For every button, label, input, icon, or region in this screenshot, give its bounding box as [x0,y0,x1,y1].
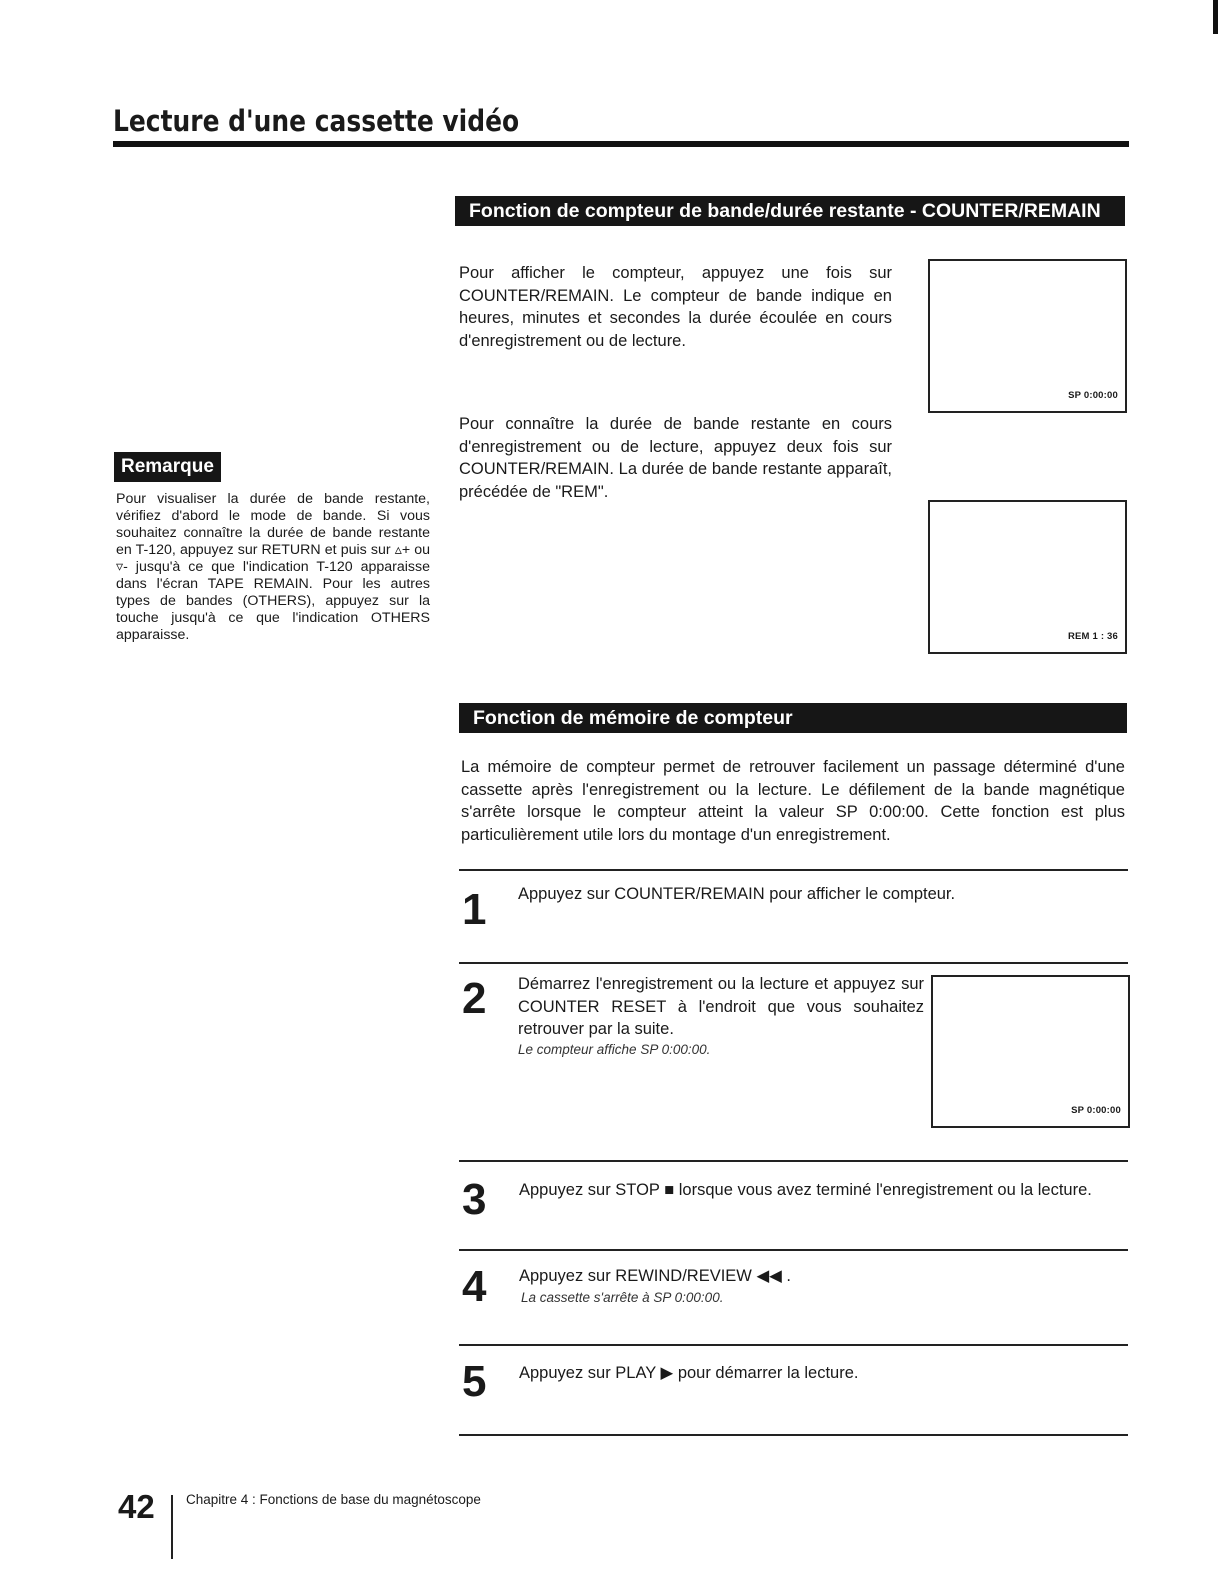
chapter-label: Chapitre 4 : Fonctions de base du magnétoscope [186,1492,481,1507]
page-number: 42 [118,1488,155,1525]
screen-remain-readout: REM 1 : 36 [1067,631,1118,642]
counter-paragraph-text: Pour afficher le compteur, appuyez une fois sur COUNTER/REMAIN. Le compteur de bande indique en heures, minutes et secondes la durée écoulée en cours d'enregistrement ou de lecture. [459,264,892,350]
tv-screen-remain [928,500,1127,654]
step-number: 1 [462,885,487,934]
title-rule [113,141,1129,147]
page-title: Lecture d'une cassette vidéo [113,104,520,138]
step-number: 2 [462,974,487,1023]
remain-paragraph [459,413,892,503]
step-divider [459,869,1128,871]
step-divider [459,1160,1128,1162]
section-banner-counter-memory: Fonction de mémoire de compteur [459,703,1127,733]
step-text: Appuyez sur PLAY ▶ pour démarrer la lecture. [519,1364,859,1382]
memory-intro [461,756,1125,846]
screen-counter-reset-readout: SP 0:00:00 [1071,1105,1121,1116]
step-note: La cassette s'arrête à SP 0:00:00. [521,1290,724,1305]
step-number: 5 [462,1357,487,1406]
tv-screen-counter [928,259,1127,413]
step-text: Démarrez l'enregistrement ou la lecture et appuyez sur COUNTER RESET à l'endroit que vous souhaitez retrouver par la suite. [518,975,924,1038]
step-text: Appuyez sur REWIND/REVIEW ◀◀ . [519,1267,792,1285]
step-text: Appuyez sur STOP ■ lorsque vous avez terminé l'enregistrement ou la lecture. [519,1181,1092,1199]
memory-intro-text: La mémoire de compteur permet de retrouver facilement un passage déterminé d'une cassette après l'enregistrement ou la lecture. Le défilement de la bande magnétique s'arrête lorsque le compteur atteint la valeur SP 0:00:00. Cette fonction est plus particulièrement utile lors du montage d'un enregistrement. [461,758,1125,844]
remark-text: Pour visualiser la durée de bande restante, vérifiez d'abord le mode de bande. Si vous souhaitez connaître la durée de bande restante en T-120, appuyez sur RETURN et puis sur ▵+ ou ▿- jusqu'à ce que l'indication T-120 apparaisse dans l'écran TAPE REMAIN. Pour les autres types de bandes (OTHERS), appuyez sur la touche jusqu'à ce que l'indication OTHERS apparaisse. [116,491,430,643]
step-number: 3 [462,1175,487,1224]
remark-badge: Remarque [114,452,221,482]
counter-paragraph [459,262,892,352]
screen-counter-readout: SP 0:00:00 [1068,390,1118,401]
remain-paragraph-text: Pour connaître la durée de bande restante en cours d'enregistrement ou de lecture, appuyez deux fois sur COUNTER/REMAIN. La durée de bande restante apparaît, précédée de "REM". [459,415,892,501]
step-text: Appuyez sur COUNTER/REMAIN pour afficher le compteur. [518,885,956,903]
section-banner-counter-remain: Fonction de compteur de bande/durée restante - COUNTER/REMAIN [455,196,1125,226]
step-divider [459,1434,1128,1436]
step-divider [459,962,1128,964]
step-divider [459,1249,1128,1251]
step-number: 4 [462,1262,487,1311]
tv-screen-counter-reset [931,975,1130,1128]
step-note: Le compteur affiche SP 0:00:00. [518,1042,711,1057]
scan-edge-mark [1213,0,1218,34]
step-divider [459,1344,1128,1346]
footer-divider [171,1495,173,1559]
